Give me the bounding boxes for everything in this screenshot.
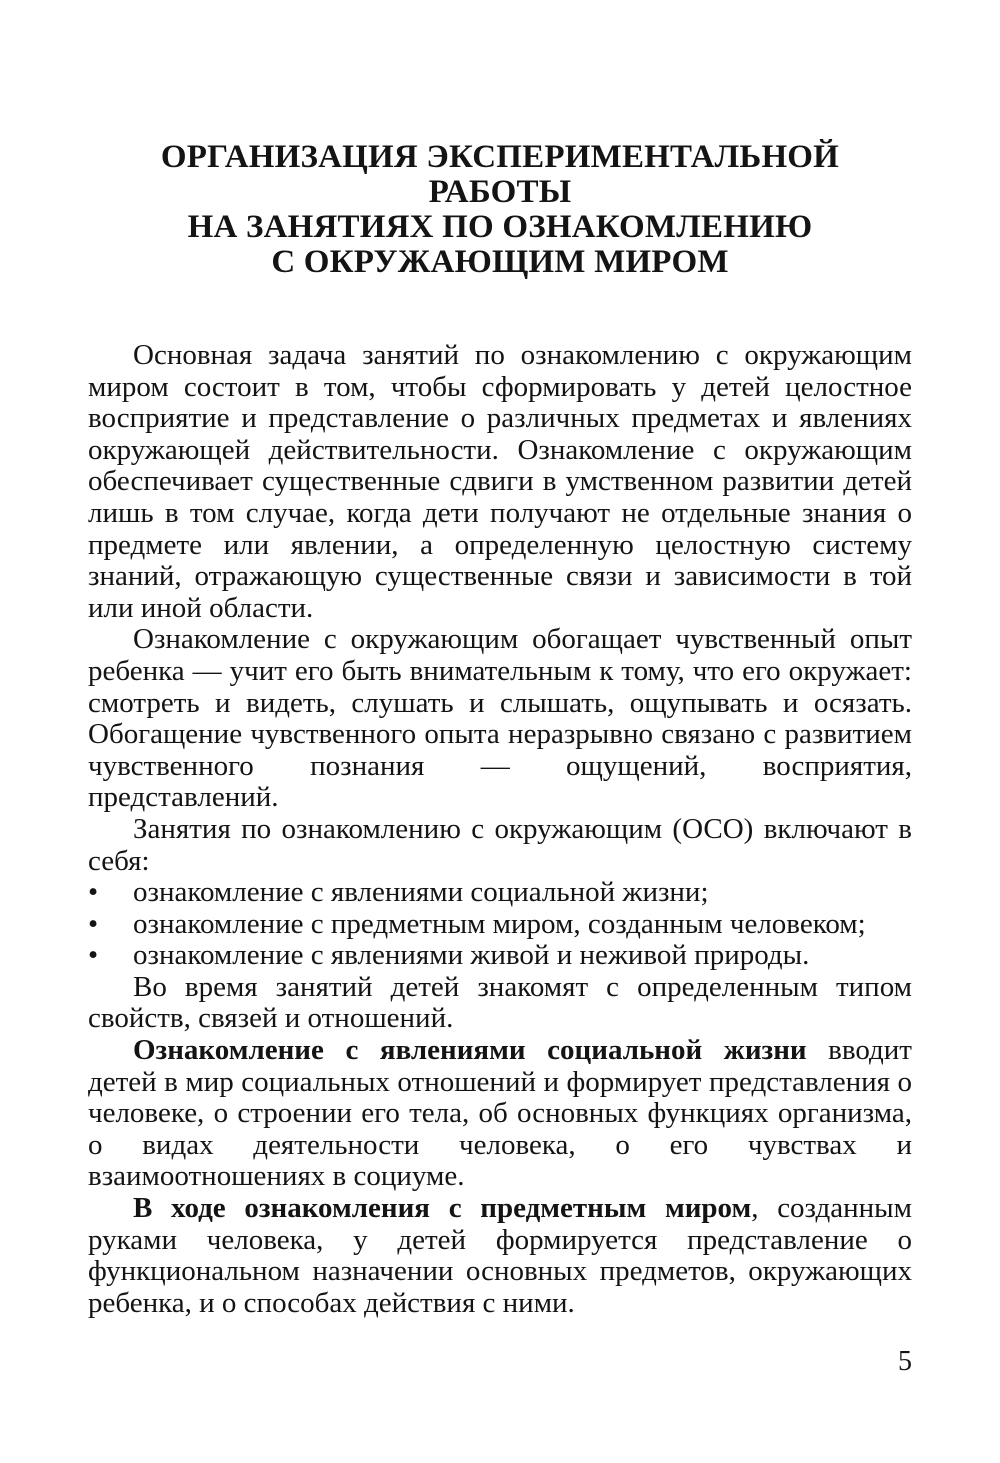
list-item-text: ознакомление с предметным миром, созданным человеком; bbox=[133, 907, 866, 940]
paragraph-3: Занятия по ознакомлению с окружающим (ОСО) включают в себя: bbox=[88, 812, 912, 877]
list-item bbox=[88, 877, 912, 909]
paragraph-6-bold: В ходе ознакомления с предметным миром bbox=[133, 1192, 752, 1225]
paragraph-5-text: вводит детей в мир социальных отношений и формирует представления о человеке, о строении его тела, об основных функциях организма, о видах деятельности человека, о его чувствах и взаимоотношениях в социуме. bbox=[88, 1034, 912, 1193]
list-item bbox=[88, 940, 912, 972]
paragraph-1: Основная задача занятий по ознакомлению с окружающим миром состоит в том, чтобы сформировать у детей целостное восприятие и представление о различных предметах и явлениях окружающей действительности. Ознакомление с окружающим обеспечивает существенные сдвиги в умственном развитии детей лишь в том случае, когда дети получают не отдельные знания о предмете или явлении, а определенную целостную систему знаний, отражающую существенные связи и зависимости в той или иной области. bbox=[88, 339, 912, 624]
bullet-icon: • bbox=[88, 939, 99, 972]
paragraph-5 bbox=[88, 1035, 912, 1193]
bullet-icon: • bbox=[88, 907, 99, 940]
page-content bbox=[88, 140, 912, 1319]
list-item-text: ознакомление с явлениями живой и неживой природы. bbox=[133, 939, 810, 972]
bullet-icon: • bbox=[88, 876, 99, 909]
paragraph-5-bold: Ознакомление с явлениями социальной жизни bbox=[133, 1034, 807, 1067]
body-text bbox=[88, 340, 912, 1319]
title-line-1: ОРГАНИЗАЦИЯ ЭКСПЕРИМЕНТАЛЬНОЙ РАБОТЫ bbox=[160, 139, 840, 210]
list-item bbox=[88, 909, 912, 941]
page-number: 5 bbox=[898, 1346, 912, 1377]
page-title bbox=[88, 140, 912, 280]
title-line-2: НА ЗАНЯТИЯХ ПО ОЗНАКОМЛЕНИЮ bbox=[187, 209, 813, 245]
paragraph-2: Ознакомление с окружающим обогащает чувственный опыт ребенка — учит его быть внимательным к тому, что его окружает: смотреть и видеть, слушать и слышать, ощупывать и осязать. Обогащение чувственного опыта неразрывно связано с развитием чувственного познания — ощущений, восприятия, представлений. bbox=[88, 623, 912, 814]
bullet-list bbox=[88, 877, 912, 972]
paragraph-6 bbox=[88, 1193, 912, 1319]
title-line-3: С ОКРУЖАЮЩИМ МИРОМ bbox=[271, 244, 729, 280]
list-item-text: ознакомление с явлениями социальной жизни; bbox=[133, 876, 709, 909]
paragraph-4: Во время занятий детей знакомят с определенным типом свойств, связей и отношений. bbox=[88, 970, 912, 1035]
paragraph-6-text: , созданным руками человека, у детей формируется представление о функциональном назначении основных предметов, окружающих ребенка, и о способах действия с ними. bbox=[88, 1192, 912, 1319]
